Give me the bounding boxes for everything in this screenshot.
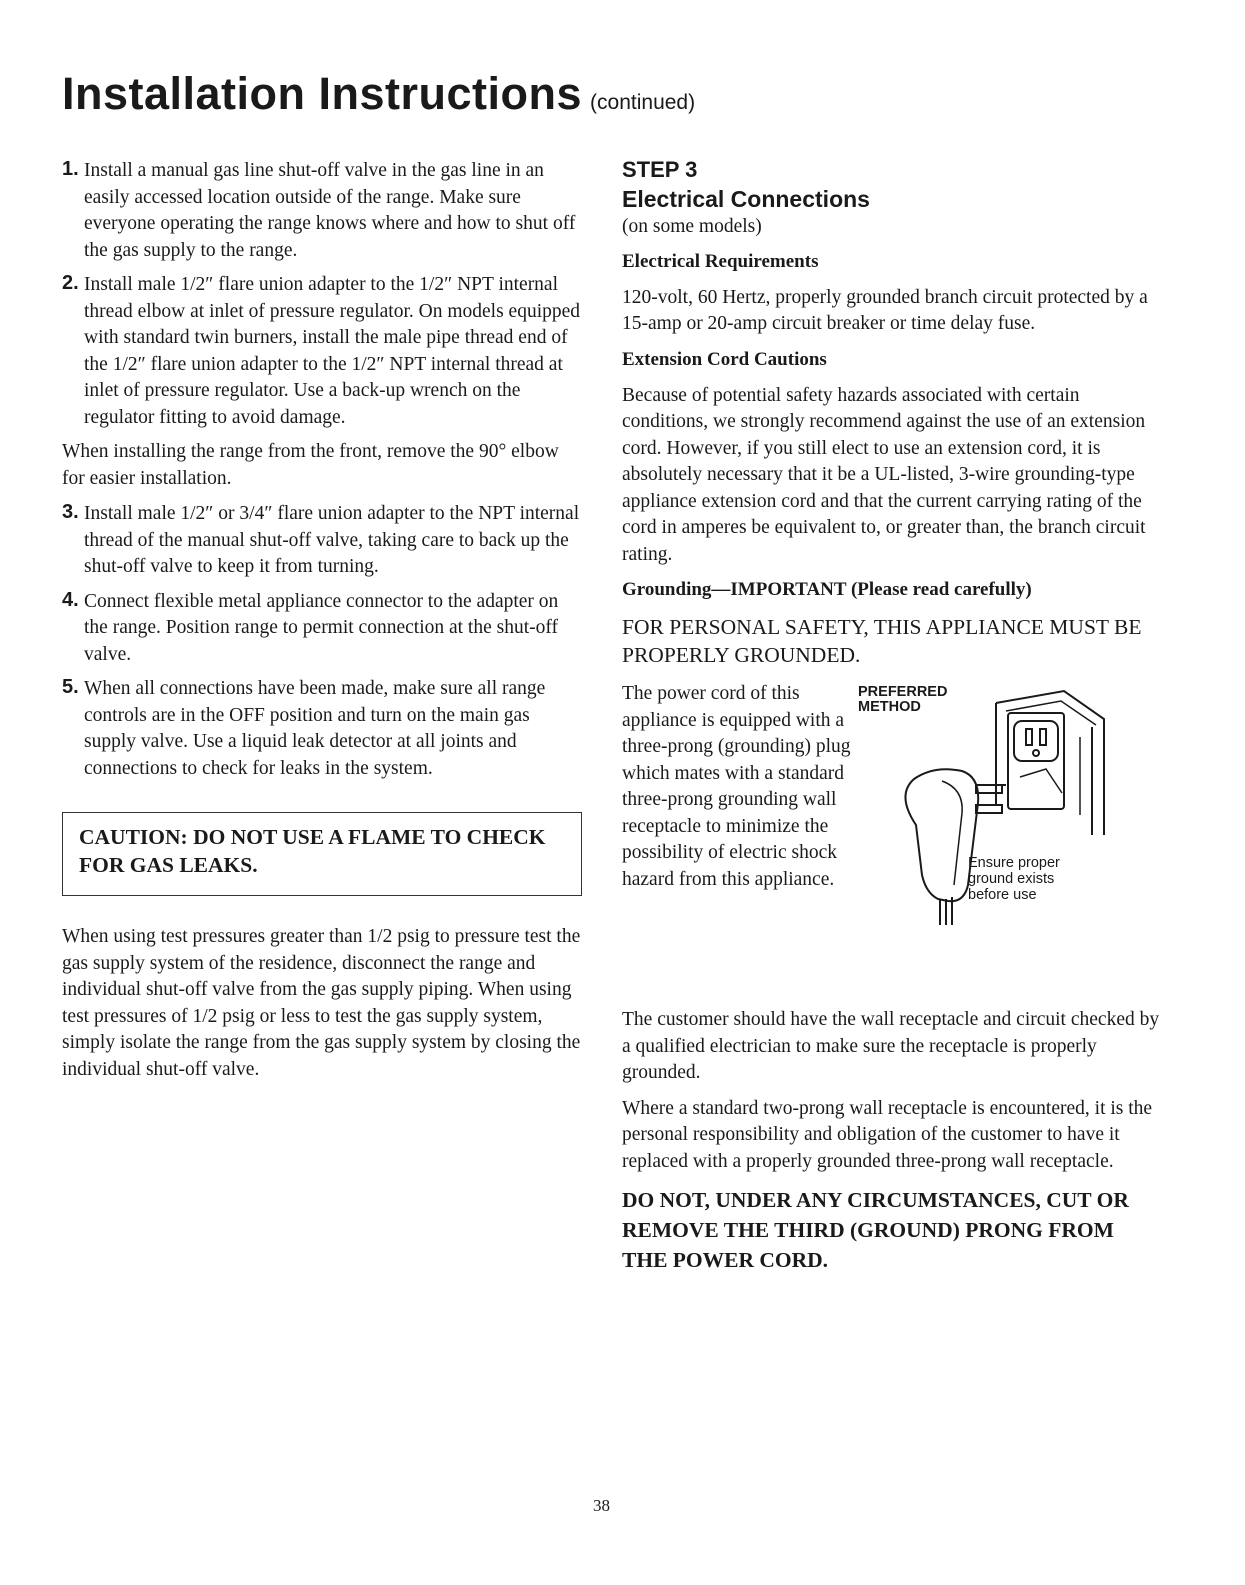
step-text: Install male 1/2″ or 3/4″ flare union adapter to the NPT internal thread of the manual shut-off valve, taking care to back up the shut-off valve to keep it from turning. (84, 503, 580, 577)
grounding-figure (856, 685, 1124, 935)
step-text: Install male 1/2″ flare union adapter to the 1/2″ NPT internal thread elbow at inlet of pressure regulator. On models equipped with standard twin burners, install the male pipe thread end of the 1/2″ flare union adapter to the 1/2″ NPT internal thread at inlet of pressure regulator. Use a back-up wrench on the regulator fitting to avoid damage. (84, 274, 581, 428)
grounding-safety-caps: FOR PERSONAL SAFETY, THIS APPLIANCE MUST BE PROPERLY GROUNDED. (622, 615, 1142, 667)
step-title: Electrical Connections (622, 186, 870, 212)
title-continued: (continued) (590, 91, 696, 114)
pressure-test-note: When using test pressures greater than 1/2 psig to pressure test the gas supply system of the residence, disconnect the range and individual shut-off valve from the gas supply piping. When using test pressures of 1/2 psig or less to test the gas supply system, simply isolate the range from the gas supply system by closing the individual shut-off valve. (62, 926, 581, 1080)
customer-check-text: The customer should have the wall receptacle and circuit checked by a qualified electrician to make sure the receptacle is properly grounded. (622, 1009, 1160, 1083)
electrical-requirements-text: 120-volt, 60 Hertz, properly grounded branch circuit protected by a 15-amp or 20-amp circuit breaker or time delay fuse. (622, 286, 1148, 334)
step-item-5 (62, 676, 582, 782)
step-item-4 (62, 589, 582, 669)
extension-cord-heading: Extension Cord Cautions (622, 348, 827, 370)
step-note: (on some models) (622, 216, 762, 237)
step-text: When all connections have been made, make sure all range controls are in the OFF position and turn on the main gas supply valve. Use a liquid leak detector at all joints and connections to check for leaks in the system. (84, 678, 546, 779)
grounding-heading: Grounding—IMPORTANT (Please read carefully) (622, 579, 1032, 600)
step-number: 5. (62, 676, 79, 698)
title-text: Installation Instructions (62, 68, 583, 119)
step-number: 3. (62, 501, 79, 523)
ground-prong-warning: DO NOT, UNDER ANY CIRCUMSTANCES, CUT OR REMOVE THE THIRD (GROUND) PRONG FROM THE POWER CORD. (622, 1188, 1129, 1272)
power-cord-text: The power cord of this appliance is equipped with a three-prong (grounding) plug which mates with a standard three-prong grounding wall receptacle to minimize the possibility of electric shock hazard from this appliance. (622, 683, 851, 890)
caution-box: CAUTION: DO NOT USE A FLAME TO CHECK FOR GAS LEAKS. (62, 812, 582, 896)
page-number: 38 (593, 1496, 610, 1515)
front-install-note: When installing the range from the front, remove the 90° elbow for easier installation. (62, 441, 559, 489)
electrical-requirements-heading: Electrical Requirements (622, 250, 819, 272)
two-prong-text: Where a standard two-prong wall receptacle is encountered, it is the personal responsibility and obligation of the customer to have it replaced with a properly grounded three-prong wall receptacle. (622, 1097, 1153, 1172)
extension-cord-text: Because of potential safety hazards associated with certain conditions, we strongly recommend against the use of an extension cord. However, if you still elect to use an extension cord, it is absolutely necessary that it be a UL-listed, 3-wire grounding-type appliance extension cord and that the current carrying rating of the cord in amperes be equivalent to, or greater than, the branch circuit rating. (622, 384, 1146, 565)
step-text: Connect flexible metal appliance connector to the adapter on the range. Position range to permit connection at the shut-off valve. (84, 590, 559, 665)
left-column (62, 158, 582, 1083)
step-number: 1. (62, 158, 79, 180)
right-column (622, 155, 1162, 1275)
step-item-1 (62, 158, 582, 264)
step-number: 2. (62, 272, 79, 294)
page-title (62, 64, 695, 133)
step-item-2 (62, 272, 582, 431)
step-text: Install a manual gas line shut-off valve in the gas line in an easily accessed location outside of the range. Make sure everyone operating the range knows where and how to shut off the gas supply to the range. (84, 160, 576, 261)
step-label: STEP 3 (622, 157, 698, 182)
figure-caption: Ensure proper ground exists before use (968, 855, 1060, 903)
grounding-figure-block (622, 681, 1162, 1007)
step-number: 4. (62, 588, 79, 611)
figure-label: PREFERRED METHOD (858, 684, 948, 715)
step-item-3 (62, 501, 582, 581)
